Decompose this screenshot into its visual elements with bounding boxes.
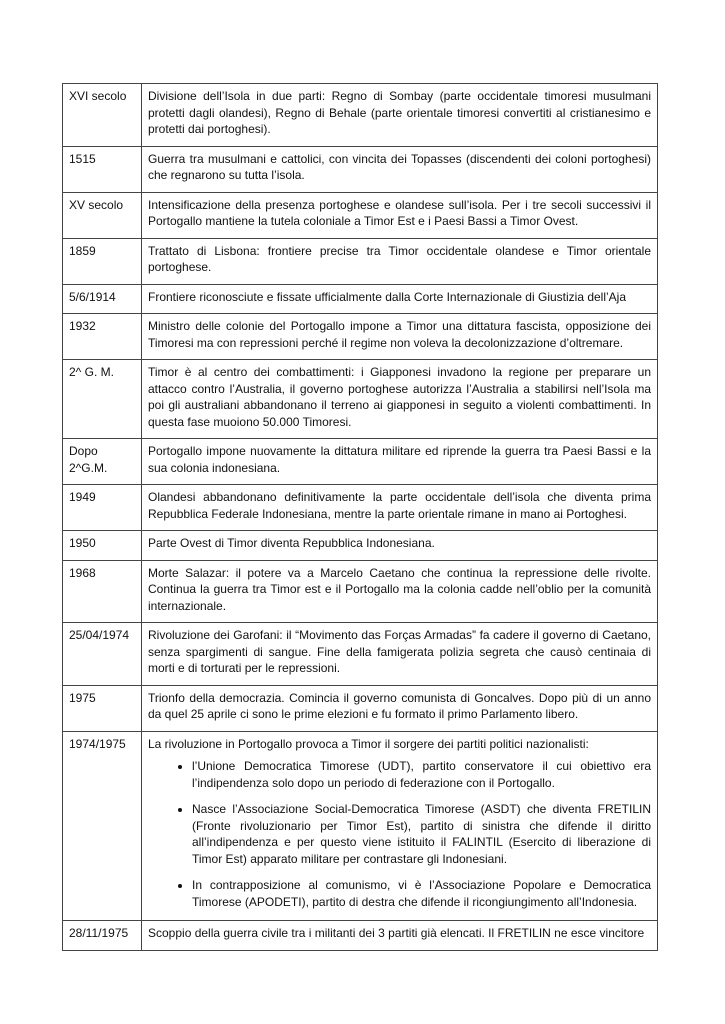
list-item: • l’Unione Democratica Timorese (UDT), partito conservatore il cui obiettivo era l’indipendenza solo dopo un periodo di federazione con il Portogallo. — [192, 758, 651, 791]
row-description: Guerra tra musulmani e cattolici, con vincita dei Topasses (discendenti dei coloni portoghesi) che regnarono su tutta l’isola. — [142, 146, 658, 192]
row-description: Scoppio della guerra civile tra i militanti dei 3 partiti già elencati. Il FRETILIN ne esce vincitore — [142, 921, 658, 951]
table-row — [63, 238, 658, 284]
timeline-table — [62, 83, 658, 951]
table-row — [63, 921, 658, 951]
table-row — [63, 623, 658, 686]
row-date: XVI secolo — [63, 84, 142, 147]
table-row — [63, 485, 658, 531]
table-row — [63, 731, 658, 921]
row-date: 2^ G. M. — [63, 360, 142, 439]
row-date: 1859 — [63, 238, 142, 284]
row-description: Portogallo impone nuovamente la dittatura militare ed riprende la guerra tra Paesi Bassi e la sua colonia indonesiana. — [142, 439, 658, 485]
row-description: Trionfo della democrazia. Comincia il governo comunista di Goncalves. Dopo più di un anno da quel 25 aprile ci sono le prime elezioni e fu formato il primo Parlamento libero. — [142, 685, 658, 731]
row-date: 25/04/1974 — [63, 623, 142, 686]
row-date: 1949 — [63, 485, 142, 531]
row-date: 1932 — [63, 314, 142, 360]
row-date: 1968 — [63, 560, 142, 623]
row-date: 1975 — [63, 685, 142, 731]
row-description: Frontiere riconosciute e fissate ufficialmente dalla Corte Internazionale di Giustizia dell’Aja — [142, 284, 658, 314]
row-date: 28/11/1975 — [63, 921, 142, 951]
table-row — [63, 284, 658, 314]
row-description: Parte Ovest di Timor diventa Repubblica Indonesiana. — [142, 531, 658, 561]
table-row — [63, 84, 658, 147]
row-date: 1974/1975 — [63, 731, 142, 921]
list-item: • Nasce l’Associazione Social-Democratica Timorese (ASDT) che diventa FRETILIN (Fronte rivoluzionario per Timor Est), partito di sinistra che difende il diritto all’indipendenza e per questo viene istituito il FALINTIL (Esercito di liberazione di Timor Est) apparato militare per contrastare gli Indonesiani. — [192, 801, 651, 867]
row-date: 5/6/1914 — [63, 284, 142, 314]
list-item: • In contrapposizione al comunismo, vi è l’Associazione Popolare e Democratica Timorese (APODETI), partito di destra che difende il ricongiungimento all’Indonesia. — [192, 877, 651, 910]
table-row — [63, 531, 658, 561]
row-date: 1515 — [63, 146, 142, 192]
table-row — [63, 146, 658, 192]
table-row — [63, 439, 658, 485]
row-description: Intensificazione della presenza portoghese e olandese sull’isola. Per i tre secoli successivi il Portogallo mantiene la tutela coloniale a Timor Est e i Paesi Bassi a Timor Ovest. — [142, 192, 658, 238]
row-description: Ministro delle colonie del Portogallo impone a Timor una dittatura fascista, opposizione dei Timoresi ma con repressioni perché il regime non voleva la decolonizzazione d’oltremare. — [142, 314, 658, 360]
row-description: Timor è al centro dei combattimenti: i Giapponesi invadono la regione per preparare un attacco contro l’Australia, il governo portoghese autorizza l’Australia a stabilirsi nell’Isola ma poi gli australiani abbandonano il terreno ai giapponesi in seguito a violenti combattimenti. In questa fase muoiono 50.000 Timoresi. — [142, 360, 658, 439]
parties-list — [148, 758, 651, 910]
row-date: XV secolo — [63, 192, 142, 238]
row-description — [142, 731, 658, 921]
row-description: Divisione dell’Isola in due parti: Regno di Sombay (parte occidentale timoresi musulmani protetti dagli olandesi), Regno di Behale (parte orientale timoresi convertiti al cristianesimo e protetti dai portoghesi). — [142, 84, 658, 147]
row-description: Rivoluzione dei Garofani: il “Movimento das Forças Armadas” fa cadere il governo di Caetano, senza spargimenti di sangue. Fine della famigerata polizia segreta che causò centinaia di morti e di torturati per le repressioni. — [142, 623, 658, 686]
row-date: Dopo 2^G.M. — [63, 439, 142, 485]
table-row — [63, 192, 658, 238]
row-date: 1950 — [63, 531, 142, 561]
row-description: Olandesi abbandonano definitivamente la parte occidentale dell’isola che diventa prima Repubblica Federale Indonesiana, mentre la parte orientale rimane in mano ai Portoghesi. — [142, 485, 658, 531]
table-row — [63, 314, 658, 360]
row-description: Morte Salazar: il potere va a Marcelo Caetano che continua la repressione delle rivolte. Continua la guerra tra Timor est e il Portogallo ma la colonia cadde nell’oblio per la comunità internazionale. — [142, 560, 658, 623]
parties-intro: La rivoluzione in Portogallo provoca a Timor il sorgere dei partiti politici nazionalisti: — [148, 736, 589, 751]
table-row — [63, 560, 658, 623]
row-description: Trattato di Lisbona: frontiere precise tra Timor occidentale olandese e Timor orientale portoghese. — [142, 238, 658, 284]
table-row — [63, 360, 658, 439]
table-row — [63, 685, 658, 731]
